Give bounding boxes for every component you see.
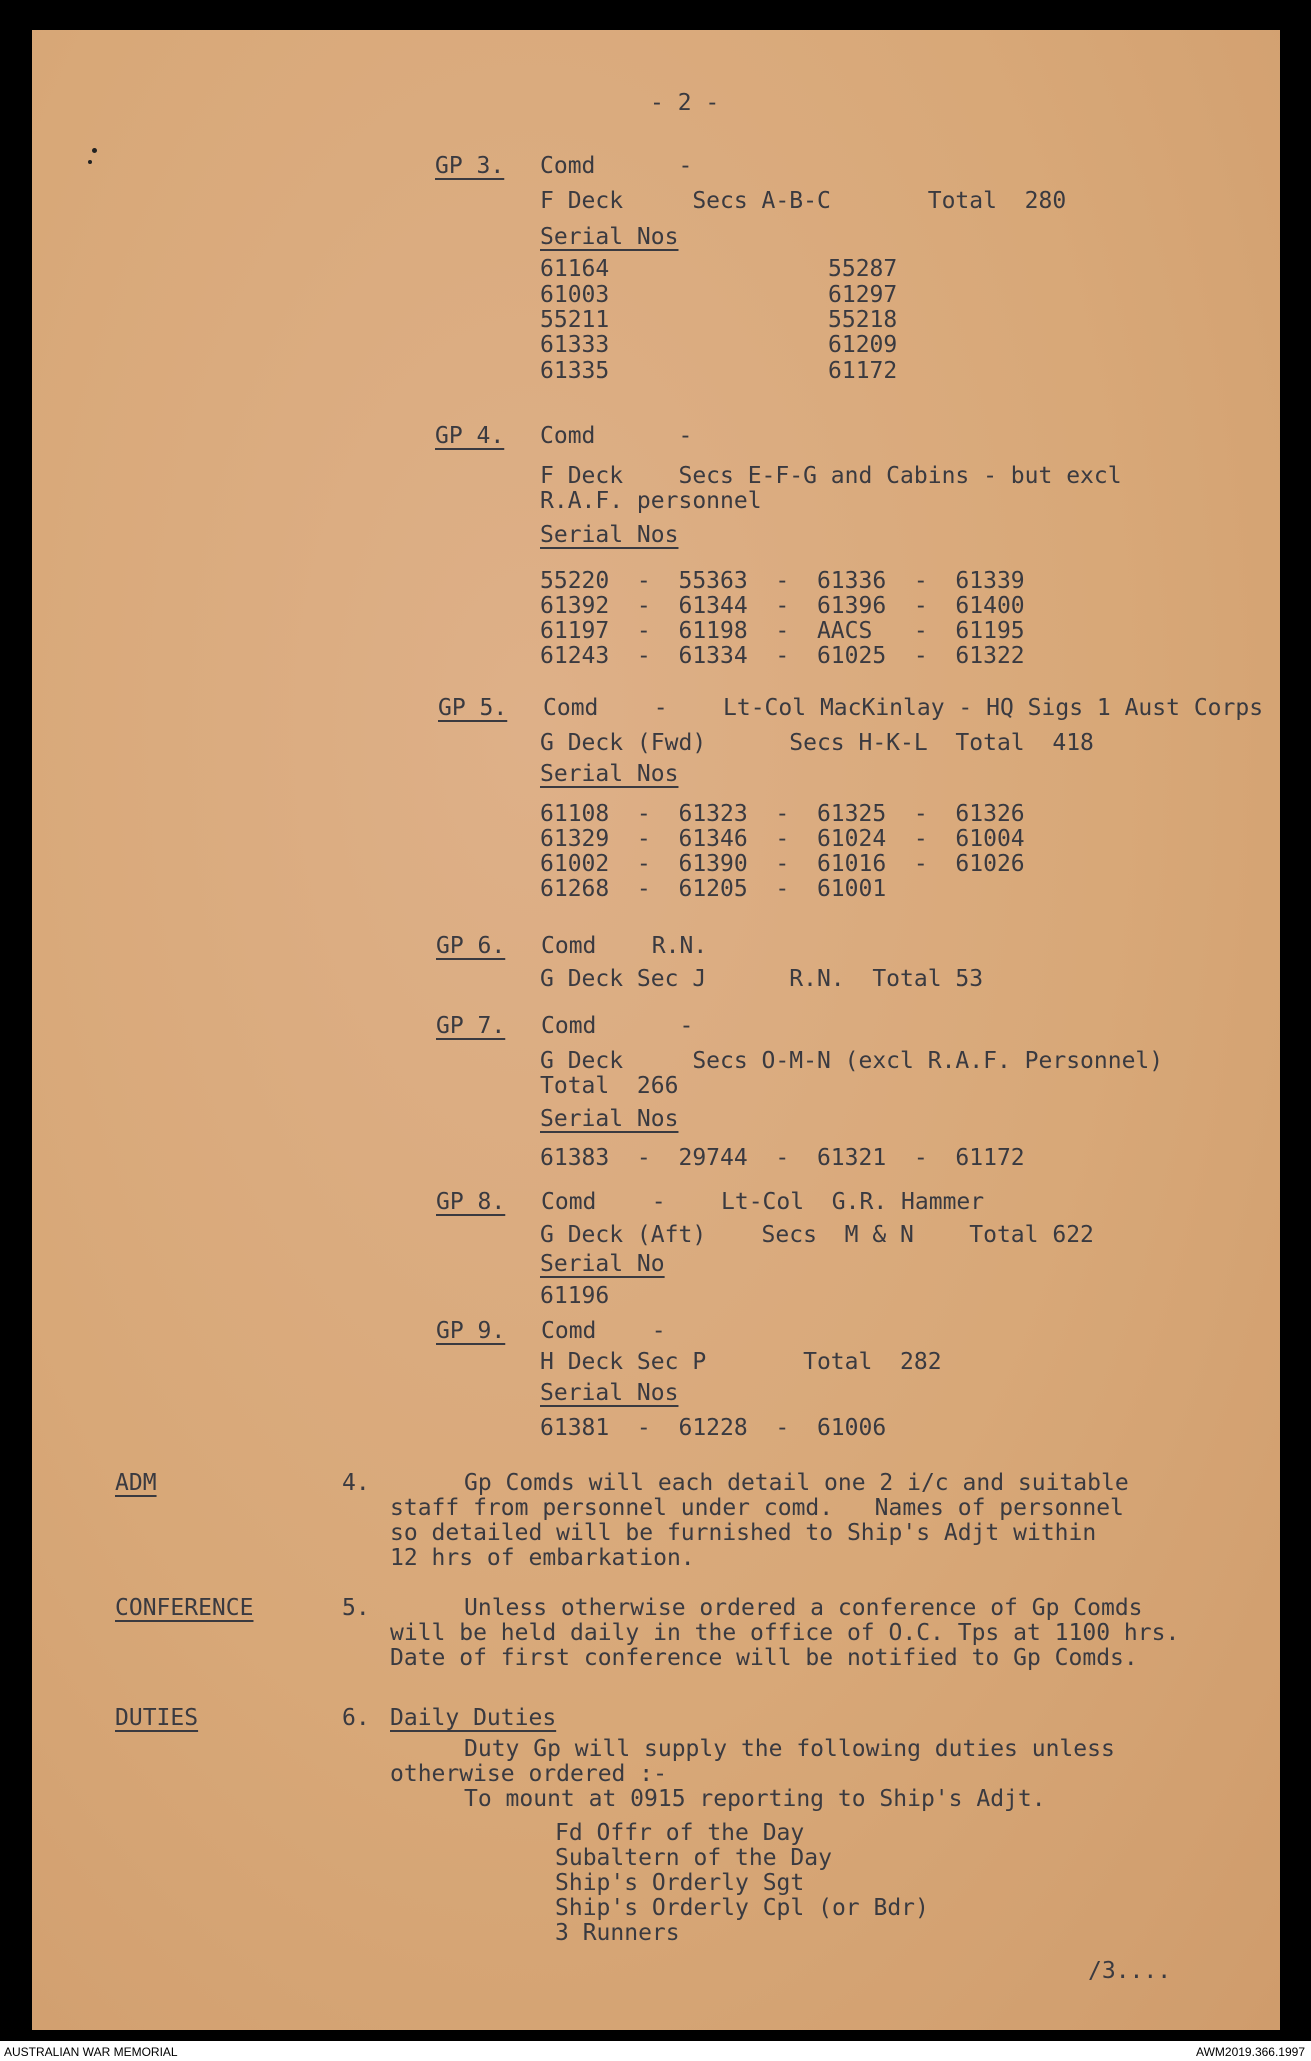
serial-row: 55220 - 55363 - 61336 - 61339 bbox=[540, 568, 1025, 594]
group-deck-continued: R.A.F. personnel bbox=[540, 488, 762, 514]
serial-heading: Serial Nos bbox=[540, 1380, 679, 1406]
footer-left-credit: AUSTRALIAN WAR MEMORIAL bbox=[4, 2045, 178, 2059]
group-deck: F Deck Secs E-F-G and Cabins - but excl bbox=[540, 463, 1122, 489]
paragraph-line: Date of first conference will be notified to Gp Comds. bbox=[390, 1645, 1138, 1671]
group-comd: Comd - bbox=[540, 153, 693, 179]
footer-strip bbox=[0, 2041, 1311, 2061]
serial-row: 61383 - 29744 - 61321 - 61172 bbox=[540, 1145, 1025, 1171]
serial-number: 55218 bbox=[828, 307, 898, 333]
serial-number: 55287 bbox=[828, 256, 898, 282]
group-label: GP 7. bbox=[436, 1013, 506, 1039]
serial-number: 61333 bbox=[540, 332, 610, 358]
serial-number: 61209 bbox=[828, 332, 898, 358]
serial-heading: Serial No bbox=[540, 1251, 665, 1277]
serial-row: 61196 bbox=[540, 1283, 610, 1309]
group-label: GP 9. bbox=[436, 1318, 506, 1344]
duty-item: Ship's Orderly Sgt bbox=[555, 1870, 805, 1896]
duty-item: Ship's Orderly Cpl (or Bdr) bbox=[555, 1895, 929, 1921]
group-deck: G Deck (Fwd) Secs H-K-L Total 418 bbox=[540, 730, 1094, 756]
serial-number: 61164 bbox=[540, 256, 610, 282]
paragraph-number: 6. bbox=[342, 1705, 370, 1731]
group-label: GP 8. bbox=[436, 1189, 506, 1215]
ink-mark bbox=[88, 160, 92, 164]
serial-row: 61002 - 61390 - 61016 - 61026 bbox=[540, 851, 1025, 877]
paragraph-line: will be held daily in the office of O.C. Tps at 1100 hrs. bbox=[390, 1620, 1180, 1646]
serial-heading: Serial Nos bbox=[540, 224, 679, 250]
group-comd: Comd - bbox=[541, 1013, 694, 1039]
group-comd: Comd - bbox=[540, 423, 693, 449]
section-heading: DUTIES bbox=[115, 1705, 199, 1731]
duty-item: 3 Runners bbox=[555, 1920, 680, 1946]
group-deck: G Deck Secs O-M-N (excl R.A.F. Personnel) bbox=[540, 1048, 1164, 1074]
paragraph-subheading: Daily Duties bbox=[390, 1705, 557, 1731]
serial-heading: Serial Nos bbox=[540, 761, 679, 787]
paragraph-line: so detailed will be furnished to Ship's Adjt within bbox=[390, 1520, 1097, 1546]
duty-item: Subaltern of the Day bbox=[555, 1845, 832, 1871]
paragraph-line: staff from personnel under comd. Names of personnel bbox=[390, 1495, 1124, 1521]
ink-mark bbox=[92, 148, 97, 153]
continuation-marker: /3.... bbox=[1088, 1958, 1172, 1984]
paragraph-line: otherwise ordered :- bbox=[390, 1761, 667, 1787]
serial-row: 61197 - 61198 - AACS - 61195 bbox=[540, 618, 1025, 644]
serial-row: 61392 - 61344 - 61396 - 61400 bbox=[540, 593, 1025, 619]
group-comd: Comd R.N. bbox=[541, 933, 708, 959]
page-number: - 2 - bbox=[650, 90, 720, 116]
group-deck: F Deck Secs A-B-C Total 280 bbox=[540, 188, 1067, 214]
serial-row: 61108 - 61323 - 61325 - 61326 bbox=[540, 801, 1025, 827]
group-comd: Comd - Lt-Col G.R. Hammer bbox=[541, 1189, 985, 1215]
serial-heading: Serial Nos bbox=[540, 1106, 679, 1132]
serial-row: 61329 - 61346 - 61024 - 61004 bbox=[540, 826, 1025, 852]
paragraph-number: 5. bbox=[342, 1595, 370, 1621]
group-label: GP 3. bbox=[435, 153, 505, 179]
group-deck: G Deck Sec J R.N. Total 53 bbox=[540, 966, 984, 992]
serial-row: 61243 - 61334 - 61025 - 61322 bbox=[540, 643, 1025, 669]
paragraph-line: Unless otherwise ordered a conference of Gp Comds bbox=[464, 1595, 1143, 1621]
serial-number: 61003 bbox=[540, 282, 610, 308]
serial-number: 61172 bbox=[828, 358, 898, 384]
footer-accession-number: AWM2019.366.1997 bbox=[1196, 2045, 1305, 2059]
paragraph-line: To mount at 0915 reporting to Ship's Adjt. bbox=[464, 1786, 1046, 1812]
group-label: GP 5. bbox=[438, 695, 508, 721]
paragraph-number: 4. bbox=[342, 1470, 370, 1496]
serial-number: 61297 bbox=[828, 282, 898, 308]
serial-heading: Serial Nos bbox=[540, 522, 679, 548]
group-deck-continued: Total 266 bbox=[540, 1073, 679, 1099]
group-label: GP 6. bbox=[436, 933, 506, 959]
paragraph-line: Duty Gp will supply the following duties unless bbox=[464, 1736, 1115, 1762]
duty-item: Fd Offr of the Day bbox=[555, 1820, 805, 1846]
serial-row: 61381 - 61228 - 61006 bbox=[540, 1415, 887, 1441]
group-deck: G Deck (Aft) Secs M & N Total 622 bbox=[540, 1222, 1094, 1248]
group-deck: H Deck Sec P Total 282 bbox=[540, 1349, 942, 1375]
group-comd: Comd - Lt-Col MacKinlay - HQ Sigs 1 Aust Corps bbox=[543, 695, 1264, 721]
paragraph-line: Gp Comds will each detail one 2 i/c and suitable bbox=[464, 1470, 1129, 1496]
group-label: GP 4. bbox=[435, 423, 505, 449]
serial-row: 61268 - 61205 - 61001 bbox=[540, 876, 887, 902]
paragraph-line: 12 hrs of embarkation. bbox=[390, 1545, 695, 1571]
section-heading: ADM bbox=[115, 1470, 157, 1496]
group-comd: Comd - bbox=[541, 1318, 666, 1344]
section-heading: CONFERENCE bbox=[115, 1595, 254, 1621]
serial-number: 61335 bbox=[540, 358, 610, 384]
serial-number: 55211 bbox=[540, 307, 610, 333]
